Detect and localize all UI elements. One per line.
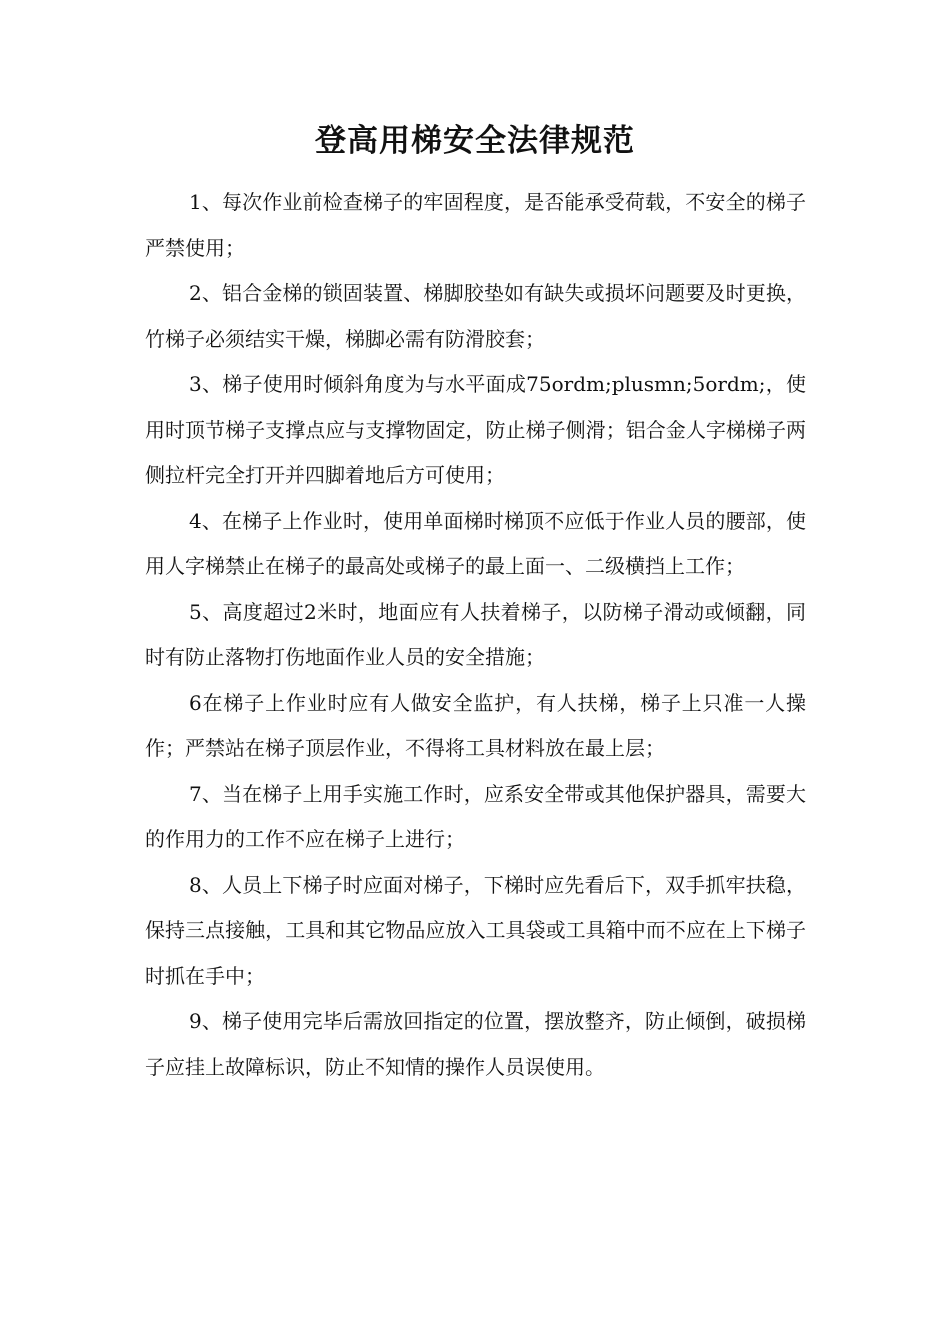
paragraph-rule-3: 3、梯子使用时倾斜角度为与水平面成75ordm;plusmn;5ordm;，使用时顶节梯子支撑点应与支撑物固定，防止梯子侧滑；铝合金人字梯梯子两侧拉杆完全打开并四脚着地后方可使用； — [145, 372, 806, 487]
paragraph-rule-7: 7、当在梯子上用手实施工作时，应系安全带或其他保护器具，需要大的作用力的工作不应在梯子上进行； — [145, 781, 806, 851]
paragraph-rule-9: 9、梯子使用完毕后需放回指定的位置，摆放整齐，防止倾倒，破损梯子应挂上故障标识，防止不知情的操作人员误使用。 — [145, 1009, 806, 1079]
paragraph-rule-8: 8、人员上下梯子时应面对梯子，下梯时应先看后下，双手抓牢扶稳，保持三点接触，工具和其它物品应放入工具袋或工具箱中而不应在上下梯子时抓在手中； — [145, 872, 806, 988]
paragraph-rule-1: 1、每次作业前检查梯子的牢固程度，是否能承受荷载，不安全的梯子严禁使用； — [145, 190, 806, 260]
paragraph-rule-2: 2、铝合金梯的锁固装置、梯脚胶垫如有缺失或损坏问题要及时更换，竹梯子必须结实干燥，梯脚必需有防滑胶套； — [145, 281, 806, 351]
paragraph-rule-5: 5、高度超过2米时，地面应有人扶着梯子，以防梯子滑动或倾翻，同时有防止落物打伤地面作业人员的安全措施； — [145, 599, 806, 669]
paragraph-rule-6: 6在梯子上作业时应有人做安全监护，有人扶梯，梯子上只准一人操作；严禁站在梯子顶层作业，不得将工具材料放在最上层； — [145, 690, 806, 760]
document-body — [145, 180, 806, 1090]
paragraph-rule-4: 4、在梯子上作业时，使用单面梯时梯顶不应低于作业人员的腰部，使用人字梯禁止在梯子的最高处或梯子的最上面一、二级横挡上工作； — [145, 508, 806, 578]
document-title: 登高用梯安全法律规范 — [315, 123, 635, 159]
